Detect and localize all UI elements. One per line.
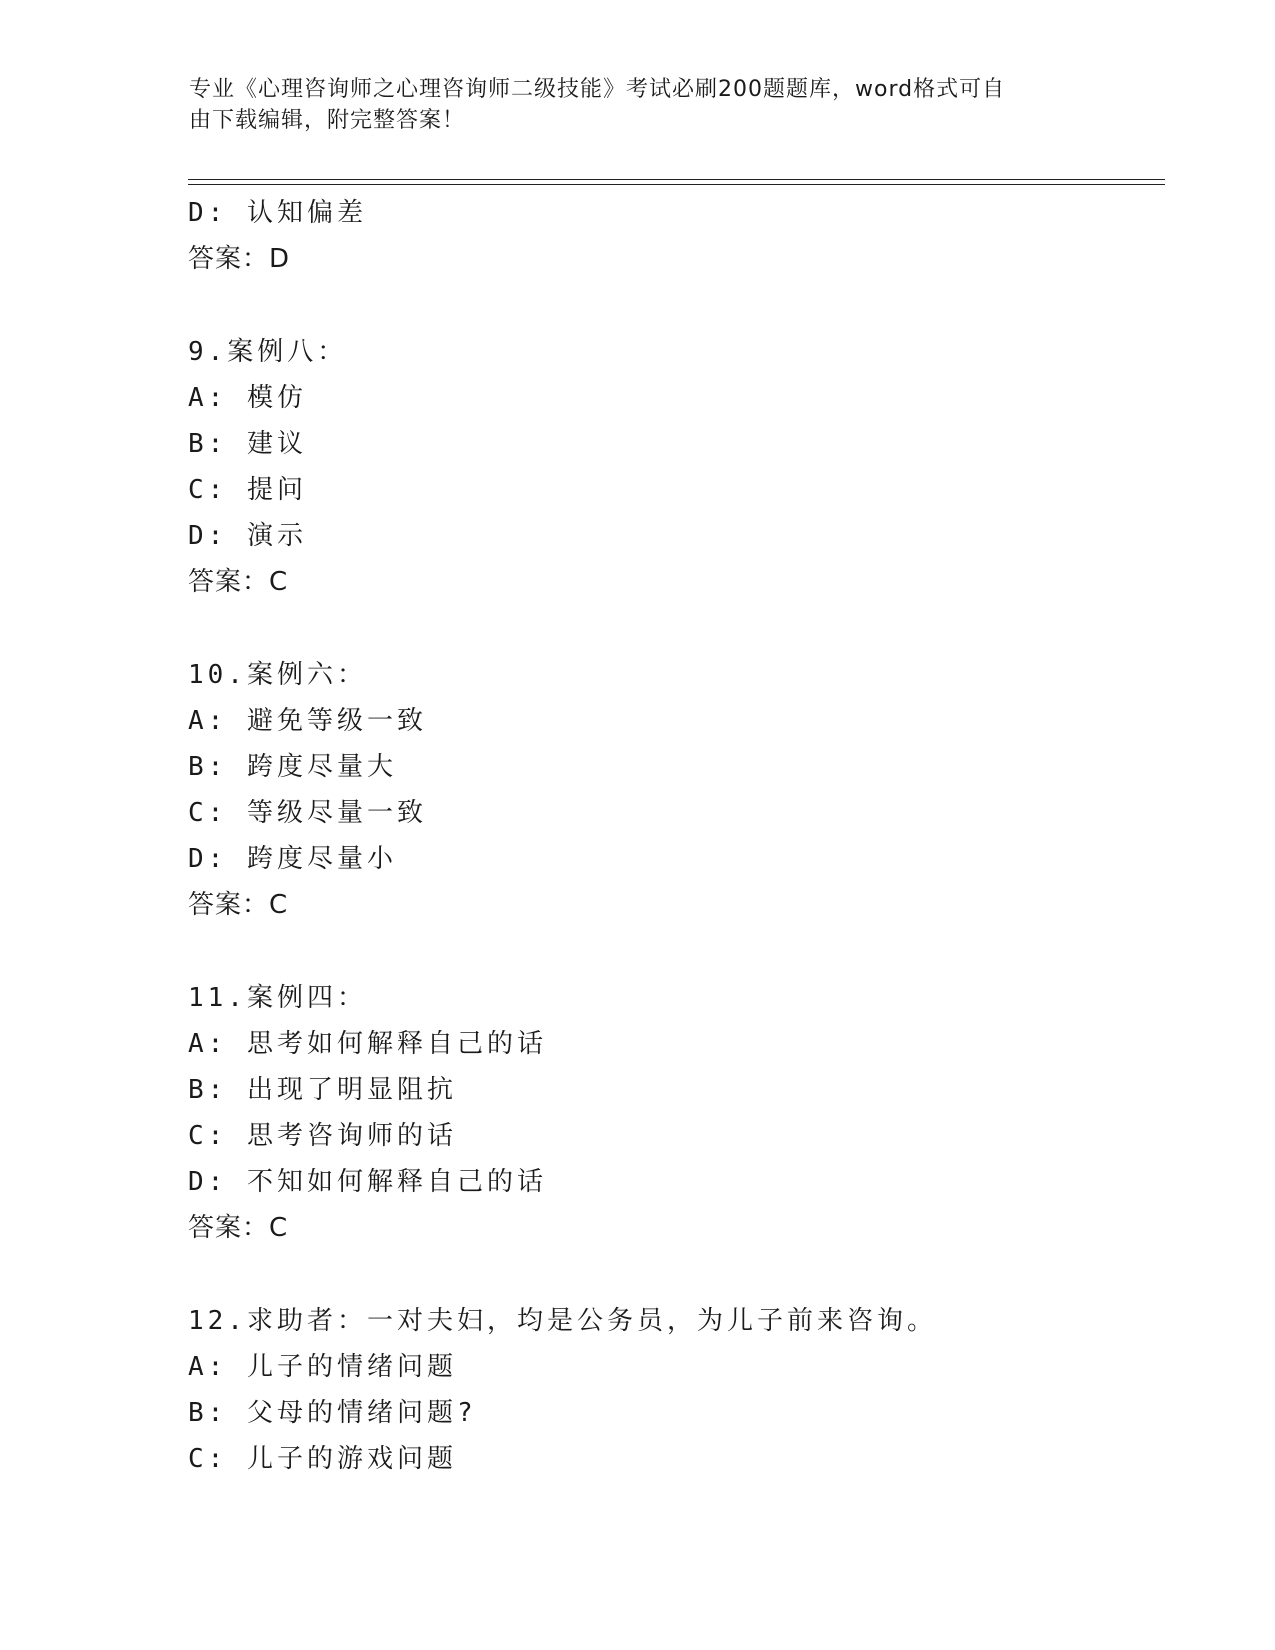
question-11: [188, 975, 1148, 1251]
header-line-2: 由下载编辑，附完整答案！: [189, 108, 466, 133]
answer-line: 答案：C: [188, 1213, 289, 1243]
option-b: B: 父母的情绪问题?: [188, 1398, 477, 1428]
question-8-tail: [188, 190, 1148, 282]
option-d: D: 演示: [188, 521, 307, 551]
question-stem: 12.求助者：一对夫妇，均是公务员，为儿子前来咨询。: [188, 1306, 937, 1336]
option-d: D: 不知如何解释自己的话: [188, 1167, 547, 1197]
question-12: [188, 1298, 1148, 1482]
question-list: [188, 190, 1148, 1482]
option-c: C: 思考咨询师的话: [188, 1121, 457, 1151]
option-c: C: 等级尽量一致: [188, 798, 427, 828]
document-header: [189, 74, 1069, 136]
header-line-1: 专业《心理咨询师之心理咨询师二级技能》考试必刷200题题库，word格式可自: [189, 77, 1006, 102]
option-c: C: 儿子的游戏问题: [188, 1444, 457, 1474]
option-b: B: 跨度尽量大: [188, 752, 397, 782]
answer-line: 答案：C: [188, 567, 289, 597]
option-a: A: 儿子的情绪问题: [188, 1352, 457, 1382]
option-a: A: 思考如何解释自己的话: [188, 1029, 547, 1059]
answer-line: 答案：C: [188, 890, 289, 920]
question-stem: 10.案例六：: [188, 660, 367, 690]
option-a: A: 避免等级一致: [188, 706, 427, 736]
option-c: C: 提问: [188, 475, 307, 505]
option-d: D: 认知偏差: [188, 198, 367, 228]
header-divider-bottom: [188, 184, 1165, 185]
question-10: [188, 652, 1148, 928]
answer-line: 答案：D: [188, 244, 291, 274]
question-stem: 9.案例八：: [188, 337, 348, 367]
option-b: B: 出现了明显阻抗: [188, 1075, 457, 1105]
option-a: A: 模仿: [188, 383, 307, 413]
option-b: B: 建议: [188, 429, 307, 459]
option-d: D: 跨度尽量小: [188, 844, 397, 874]
header-divider-top: [188, 179, 1165, 180]
question-stem: 11.案例四：: [188, 983, 367, 1013]
question-9: [188, 329, 1148, 605]
